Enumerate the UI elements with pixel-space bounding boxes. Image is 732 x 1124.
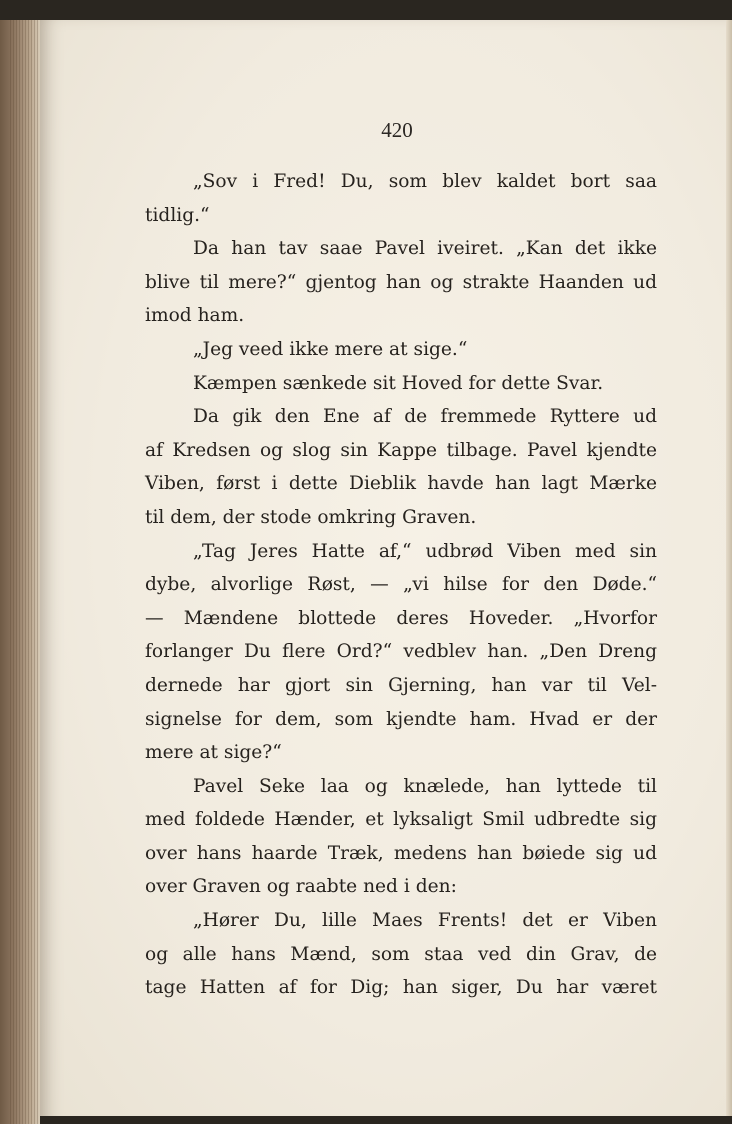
text-line: og alle hans Mænd, som staa ved din Grav, de — [145, 943, 657, 965]
text-line: „Hører Du, lille Maes Frents! det er Viben — [193, 910, 657, 932]
text-line: signelse for dem, som kjendte ham. Hvad er der — [145, 708, 657, 730]
text-line: mere at sige?“ — [145, 742, 282, 764]
text-line: imod ham. — [145, 305, 245, 327]
text-line: tidlig.“ — [145, 204, 210, 226]
text-line: „Tag Jeres Hatte af,“ udbrød Viben med sin — [193, 540, 657, 562]
text-line: „Sov i Fred! Du, som blev kaldet bort saa — [193, 171, 657, 192]
text-line: tage Hatten af for Dig; han siger, Du har været — [145, 977, 657, 999]
text-line: — Mændene blottede deres Hoveder. „Hvorfor — [145, 607, 657, 629]
text-line: Pavel Seke laa og knælede, han lyttede til — [193, 775, 657, 797]
scan-bottom-border — [40, 1116, 732, 1124]
text-line: over hans haarde Træk, medens han bøiede sig ud — [145, 842, 657, 864]
text-line: blive til mere?“ gjentog han og strakte Haanden ud — [145, 271, 657, 293]
text-line: Kæmpen sænkede sit Hoved for dette Svar. — [193, 372, 604, 394]
text-line: med foldede Hænder, et lyksaligt Smil udbredte sig — [145, 809, 657, 831]
text-line: af Kredsen og slog sin Kappe tilbage. Pavel kjendte — [145, 439, 657, 461]
text-line: Viben, først i dette Dieblik havde han lagt Mærke — [145, 473, 657, 495]
text-line: Da han tav saae Pavel iveiret. „Kan det ikke — [193, 238, 657, 260]
text-line: dernede har gjort sin Gjerning, han var til Vel- — [145, 674, 657, 696]
page-right-edge — [726, 20, 732, 1124]
text-line: over Graven og raabte ned i den: — [145, 876, 457, 898]
page-number: 420 — [381, 118, 413, 142]
page-edges — [10, 20, 38, 1124]
text-line: til dem, der stode omkring Graven. — [145, 506, 477, 528]
text-line: „Jeg veed ikke mere at sige.“ — [193, 338, 468, 360]
text-line: Da gik den Ene af de fremmede Ryttere ud — [193, 406, 657, 428]
body-text — [145, 165, 657, 1005]
text-line: dybe, alvorlige Røst, — „vi hilse for den Døde.“ — [145, 574, 657, 596]
text-line: forlanger Du flere Ord?“ vedblev han. „Den Dreng — [145, 641, 657, 663]
